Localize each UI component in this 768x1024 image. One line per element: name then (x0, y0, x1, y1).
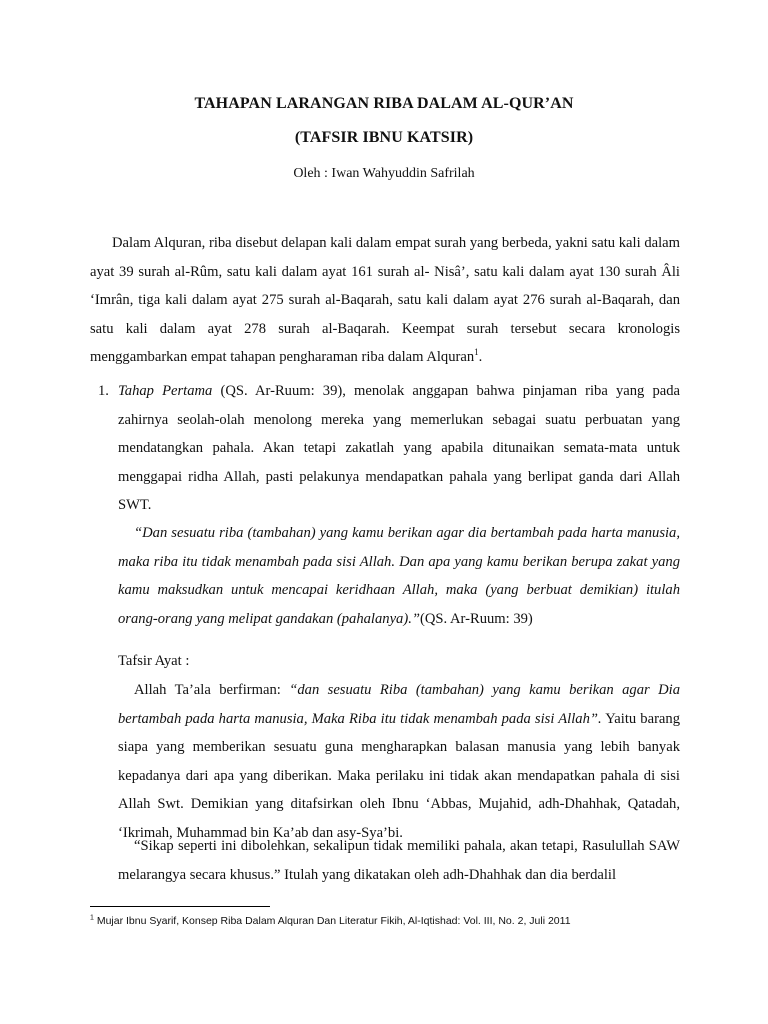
tafsir-intro: Allah Ta’ala berfirman: (134, 682, 290, 698)
quote-paragraph (118, 519, 680, 633)
tafsir-paragraph-2: “Sikap seperti ini dibolehkan, sekalipun tidak memiliki pahala, akan tetapi, Rasulullah SAW melarangya secara khusus.” Itulah yang dikatakan oleh adh-Dhahhak dan dia berdalil (118, 838, 680, 883)
quran-quote: “Dan sesuatu riba (tambahan) yang kamu berikan agar dia bertambah pada harta manusia, maka riba itu tidak menambah pada sisi Allah. Dan apa yang kamu berikan berupa zakat yang kamu maksudkan untuk mencapai keridhaan Allah, maka (yang berbuat demikian) itulah orang-orang yang melipat gandakan (pahalanya).” (118, 525, 680, 627)
intro-paragraph: Dalam Alquran, riba disebut delapan kali dalam empat surah yang berbeda, yakni satu kali dalam ayat 39 surah al-Rûm, satu kali dalam ayat 161 surah al- Nisâ’, satu kali dalam ayat 130 surah Âli ‘Imrân, tiga kali dalam ayat 275 surah al-Baqarah, satu kali dalam ayat 276 surah al-Baqarah, dan satu kali dalam ayat 278 surah al-Baqarah. Keempat surah tersebut secara kronologis menggambarkan empat tahapan pengharaman riba dalam Alquran$^1$. (90, 235, 680, 365)
footnote (90, 915, 710, 927)
tafsir-quote: “dan sesuatu Riba (tambahan) yang kamu berikan agar Dia bertambah pada harta manusia, Maka Riba itu tidak menambah pada sisi Allah”. (118, 682, 680, 727)
author-byline: Oleh : Iwan Wahyuddin Safrilah (293, 166, 475, 181)
stage-label: Tahap Pertama (118, 383, 213, 399)
list-item-1 (118, 377, 680, 520)
document-title: TAHAPAN LARANGAN RIBA DALAM AL-QUR’AN (194, 95, 574, 112)
tafsir-text: Yaitu barang siapa yang memberikan sesuatu guna mengharapkan balasan manusia yang lebih banyak kepadanya dari apa yang diberikan. Maka perilaku ini tidak akan mendapatkan pahala di sisi Allah Swt. Demikian yang ditafsirkan oleh Ibnu ‘Abbas, Mujahid, adh-Dhahhak, Qatadah, ‘Ikrimah, Muhammad bin Ka’ab dan asy-Sya’bi. (118, 710, 680, 841)
quote-source: (QS. Ar-Ruum: 39) (419, 610, 533, 627)
tafsir-heading: Tafsir Ayat : (118, 653, 190, 669)
intro-text: Dalam Alquran, riba disebut delapan kali dalam empat surah yang berbeda, yakni satu kali dalam ayat 39 surah al-Rûm, satu kali dalam ayat 161 surah al- Nisâ’, satu kali dalam ayat 130 surah Âli ‘Imrân, tiga kali dalam ayat 275 surah al-Baqarah, satu kali dalam ayat 276 surah al-Baqarah, dan satu kali dalam ayat 278 surah al-Baqarah. Keempat surah tersebut secara kronologis menggambarkan empat tahapan pengharaman riba dalam Alquran (90, 235, 680, 365)
tafsir-paragraph (118, 676, 680, 847)
document-subtitle: (TAFSIR IBNU KATSIR) (294, 129, 474, 146)
list-number: 1. (98, 383, 109, 399)
footnote-reference: 1 (474, 347, 479, 358)
footnote-marker: 1 (90, 914, 94, 922)
stage-text: (QS. Ar-Ruum: 39), menolak anggapan bahwa pinjaman riba yang pada zahirnya seolah-olah menolong mereka yang memerlukan sebagai suatu perbuatan yang mendatangkan pahala. Akan tetapi zakatlah yang apabila ditunaikan semata-mata untuk menggapai ridha Allah, pasti pelakunya mendapatkan pahala yang berlipat ganda dari Allah SWT. (118, 383, 681, 513)
footnote-text: Mujar Ibnu Syarif, Konsep Riba Dalam Alquran Dan Literatur Fikih, Al-Iqtishad: Vol. III, No. 2, Juli 2011 (93, 915, 571, 927)
footnote-divider (90, 906, 270, 907)
